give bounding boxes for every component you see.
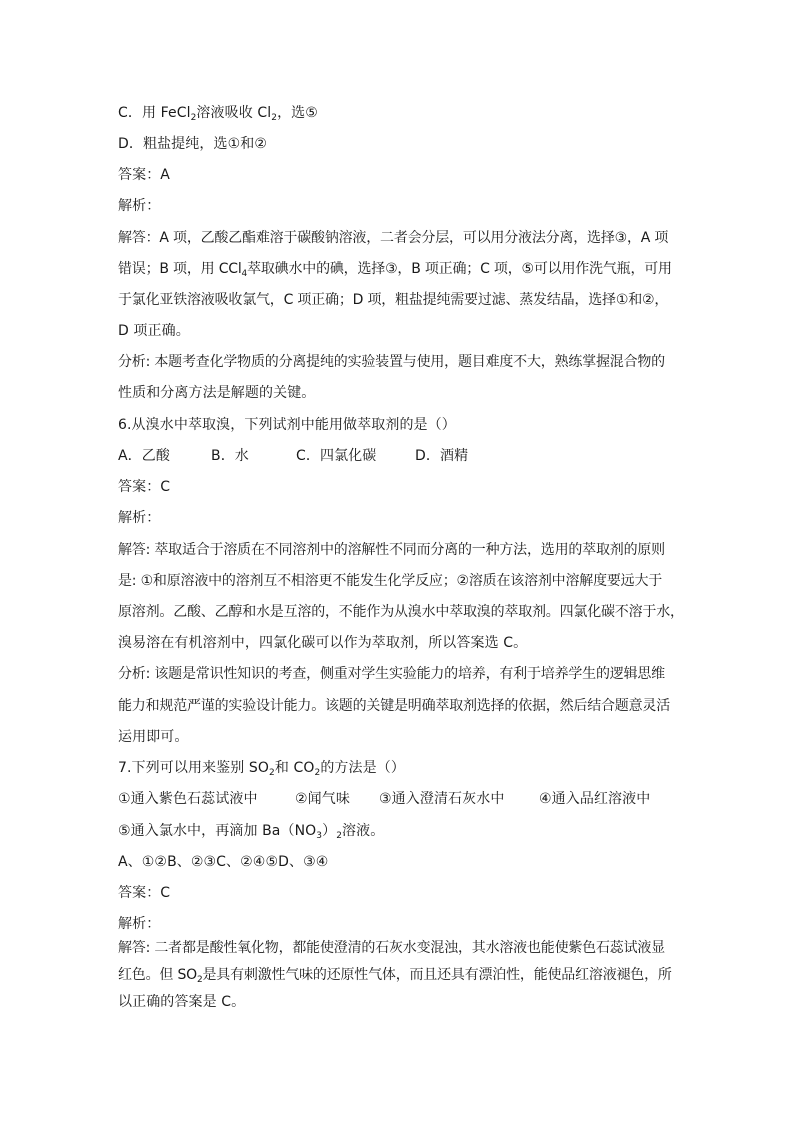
q5-comment-line: 性质和分离方法是解题的关键。	[118, 385, 316, 401]
q7-method-3: ③通入澄清石灰水中	[379, 791, 505, 807]
q7-question: 7.下列可以用来鉴别 $SO_2$和 $CO_2$的方法是（）	[118, 760, 405, 778]
q6-solution-line: 是: ①和原溶液中的溶剂互不相溶更不能发生化学反应；②溶质在该溶剂中溶解度要远大于	[118, 573, 663, 589]
q6-comment-line: 能力和规范严谨的实验设计能力。该题的关键是明确萃取剂选择的依据，然后结合题意灵活	[118, 698, 670, 714]
q6-comment-line: 运用即可。	[118, 729, 189, 745]
q6-solution-line: 溴易溶在有机溶剂中，四氯化碳可以作为萃取剂，所以答案选 C。	[118, 635, 528, 651]
q7-solution-line: 红色。但 $SO_2$是具有刺激性气味的还原性气体，而且还具有漂泊性，能使品红溶液褪色，所	[118, 967, 672, 985]
q6-option-c: C．四氯化碳	[296, 448, 377, 464]
q5-answer: 答案：A	[118, 167, 170, 183]
q5-option-d: D．粗盐提纯，选①和②	[118, 136, 267, 152]
q6-option-b: B．水	[211, 448, 249, 464]
q7-choices: A、①②B、②③C、②④⑤D、③④	[118, 854, 329, 870]
q6-solution-line: 解答: 萃取适合于溶质在不同溶剂中的溶解性不同而分离的一种方法，选用的萃取剂的原则	[118, 542, 665, 558]
q7-method-1: ①通入紫色石蕊试液中	[118, 791, 258, 807]
q7-methods	[118, 790, 678, 808]
q7-method-2: ②闻气味	[295, 791, 350, 807]
q7-analysis-label: 解析：	[118, 916, 161, 932]
q5-comment-line: 分析: 本题考查化学物质的分离提纯的实验装置与使用，题目难度不大，熟练掌握混合物的	[118, 354, 665, 370]
q6-answer: 答案：C	[118, 479, 171, 495]
q6-analysis-label: 解析：	[118, 510, 161, 526]
q7-method-5: ⑤通入氯水中，再滴加 $Ba(NO_3)_2$溶液。	[118, 823, 385, 841]
q5-solution-line: 于氯化亚铁溶液吸收氯气，C 项正确；D 项，粗盐提纯需要过滤、蒸发结晶，选择①和②，	[118, 292, 669, 308]
q5-solution-line: 解答：A 项，乙酸乙酯难溶于碳酸钠溶液，二者会分层，可以用分液法分离，选择③，A 项	[118, 230, 669, 246]
q6-comment-line: 分析: 该题是常识性知识的考查，侧重对学生实验能力的培养，有利于培养学生的逻辑思维	[118, 666, 665, 682]
q5-solution-line: D 项正确。	[118, 323, 190, 339]
q6-option-d: D．酒精	[415, 448, 469, 464]
q5-option-c: C．用 FeCl$_2$溶液吸收 $Cl_2$，选⑤	[118, 105, 318, 123]
q6-question: 6.从溴水中萃取溴，下列试剂中能用做萃取剂的是（）	[118, 417, 456, 433]
q6-option-a: A．乙酸	[118, 448, 170, 464]
q6-options	[118, 447, 678, 465]
q7-answer: 答案：C	[118, 885, 171, 901]
q5-solution-line: 错误；B 项，用 CCl$_4$萃取碘水中的碘，选择③，B 项正确；C 项，⑤可以用作洗气瓶，可用	[118, 261, 672, 279]
q7-method-4: ④通入品红溶液中	[539, 791, 651, 807]
q5-analysis-label: 解析：	[118, 198, 161, 214]
q7-solution-line: 以正确的答案是 C。	[118, 994, 246, 1010]
q7-solution-line: 解答: 二者都是酸性氧化物，都能使澄清的石灰水变混浊，其水溶液也能使紫色石蕊试液显	[118, 940, 665, 956]
q6-solution-line: 原溶剂。乙酸、乙醇和水是互溶的，不能作为从溴水中萃取溴的萃取剂。四氯化碳不溶于水，	[118, 604, 684, 620]
